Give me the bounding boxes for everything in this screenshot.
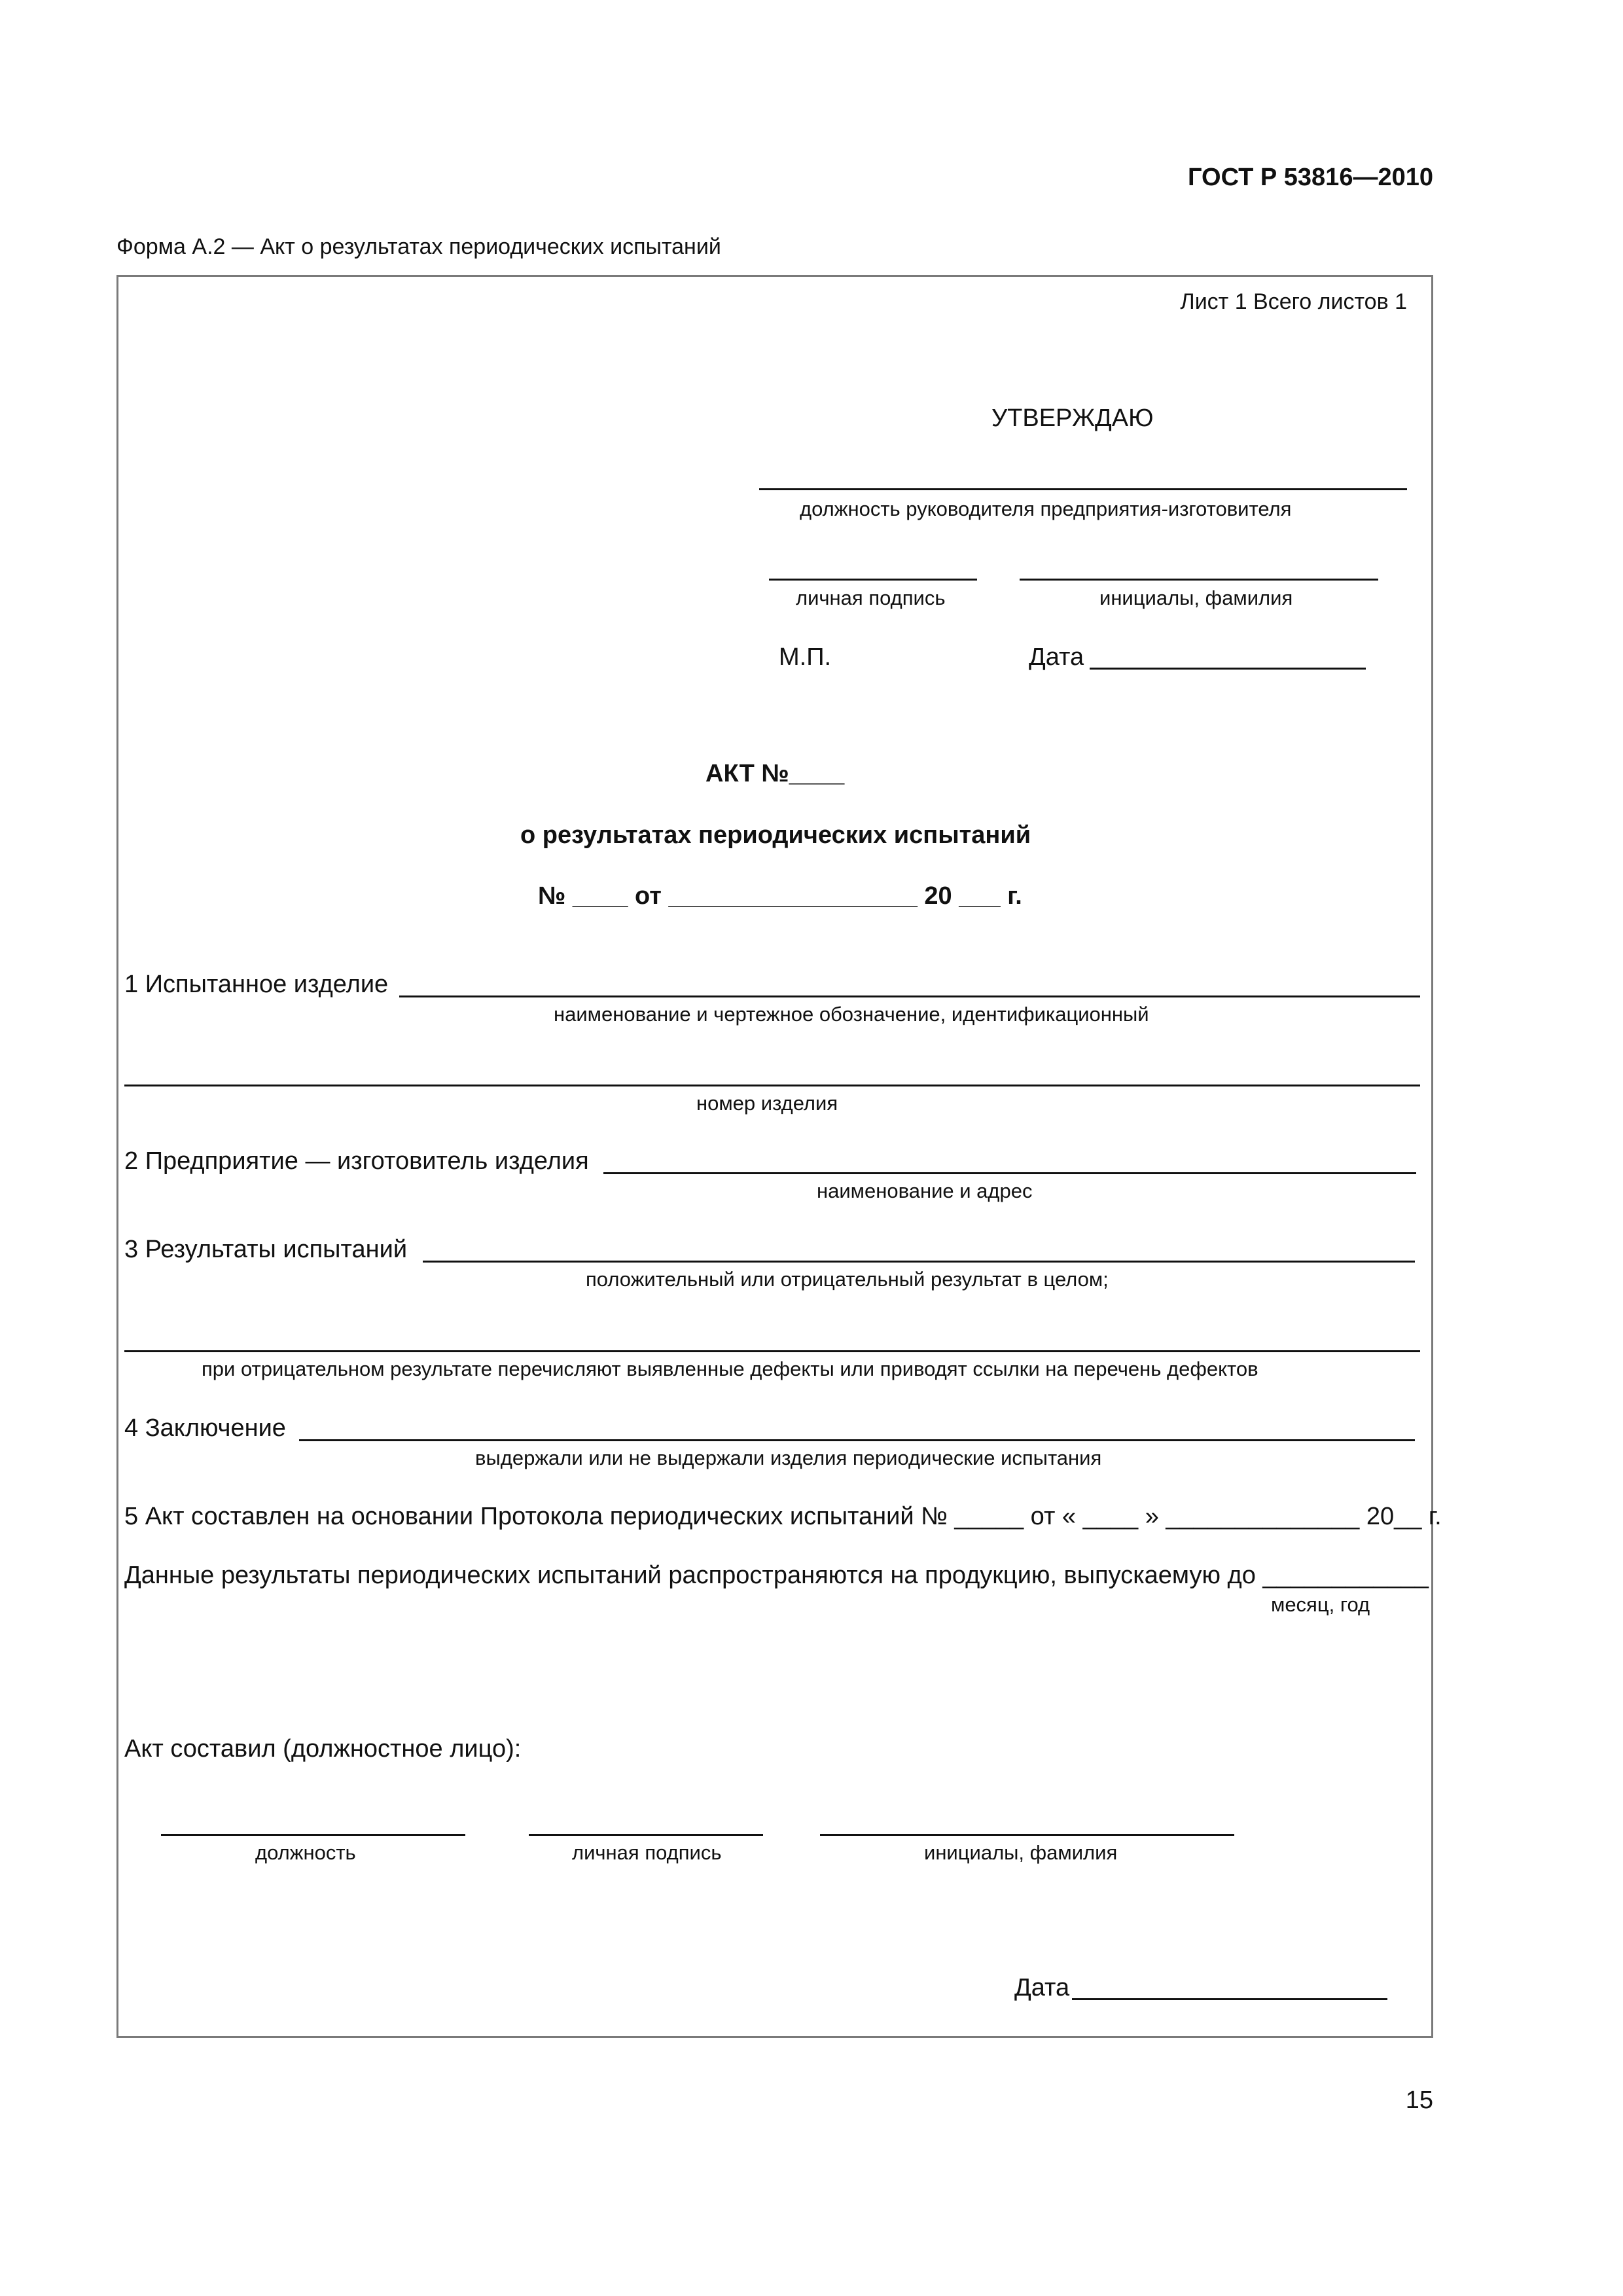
item3-caption: положительный или отрицательный результат в целом;: [586, 1268, 1109, 1291]
item1-caption-2: номер изделия: [696, 1092, 838, 1115]
item2-label: 2 Предприятие — изготовитель изделия: [124, 1147, 589, 1175]
act-number-line: № ____ от __________________ 20 ___ г.: [538, 882, 1022, 910]
item4-line: [299, 1439, 1415, 1441]
item5-text: 5 Акт составлен на основании Протокола периодических испытаний № _____ от « ____ » ______________ 20__ г.: [124, 1503, 1442, 1530]
item4-label: 4 Заключение: [124, 1414, 286, 1442]
sheet-info: Лист 1 Всего листов 1: [1180, 289, 1407, 314]
validity-text: Данные результаты периодических испытаний распространяются на продукцию, выпускаемую до ____________: [124, 1562, 1429, 1589]
item1-caption: наименование и чертежное обозначение, идентификационный: [554, 1003, 1149, 1026]
compiler-signature-caption: личная подпись: [572, 1841, 722, 1864]
form-caption: Форма А.2 — Акт о результатах периодических испытаний: [116, 234, 721, 259]
item3-line: [423, 1261, 1415, 1263]
item1-line-2: [124, 1085, 1420, 1086]
position-caption: должность руководителя предприятия-изготовителя: [800, 497, 1292, 520]
item3-caption-2: при отрицательном результате перечисляют выявленные дефекты или приводят ссылки на перечень дефектов: [202, 1357, 1258, 1380]
item3-label: 3 Результаты испытаний: [124, 1236, 408, 1263]
approval-title: УТВЕРЖДАЮ: [991, 404, 1154, 432]
item2-caption: наименование и адрес: [817, 1179, 1033, 1202]
item2-line: [603, 1172, 1416, 1174]
act-subtitle: о результатах периодических испытаний: [520, 821, 1031, 849]
compiler-position-line: [161, 1834, 465, 1836]
position-signature-line: [759, 488, 1407, 490]
approval-name-caption: инициалы, фамилия: [1099, 586, 1293, 609]
item1-label: 1 Испытанное изделие: [124, 971, 389, 998]
compiler-name-caption: инициалы, фамилия: [924, 1841, 1118, 1864]
item3-line-2: [124, 1350, 1420, 1352]
approval-signature-caption: личная подпись: [796, 586, 946, 609]
item4-caption: выдержали или не выдержали изделия периодические испытания: [475, 1446, 1102, 1469]
compiler-date-label: Дата: [1014, 1974, 1070, 2001]
compiler-name-line: [820, 1834, 1234, 1836]
approval-name-line: [1020, 579, 1378, 581]
approval-signature-line: [769, 579, 977, 581]
compiler-date-line: [1072, 1998, 1387, 2000]
page-number: 15: [1405, 2087, 1433, 2114]
act-title: АКТ №____: [705, 760, 845, 787]
item1-line: [399, 996, 1420, 997]
standard-designation: ГОСТ Р 53816—2010: [1188, 164, 1433, 191]
validity-caption: месяц, год: [1271, 1593, 1370, 1616]
compiler-signature-line: [529, 1834, 763, 1836]
compiler-label: Акт составил (должностное лицо):: [124, 1735, 522, 1763]
approval-date-line: [1090, 668, 1366, 670]
approval-date-label: Дата: [1029, 643, 1084, 671]
compiler-position-caption: должность: [255, 1841, 356, 1864]
stamp-label: М.П.: [779, 643, 832, 671]
